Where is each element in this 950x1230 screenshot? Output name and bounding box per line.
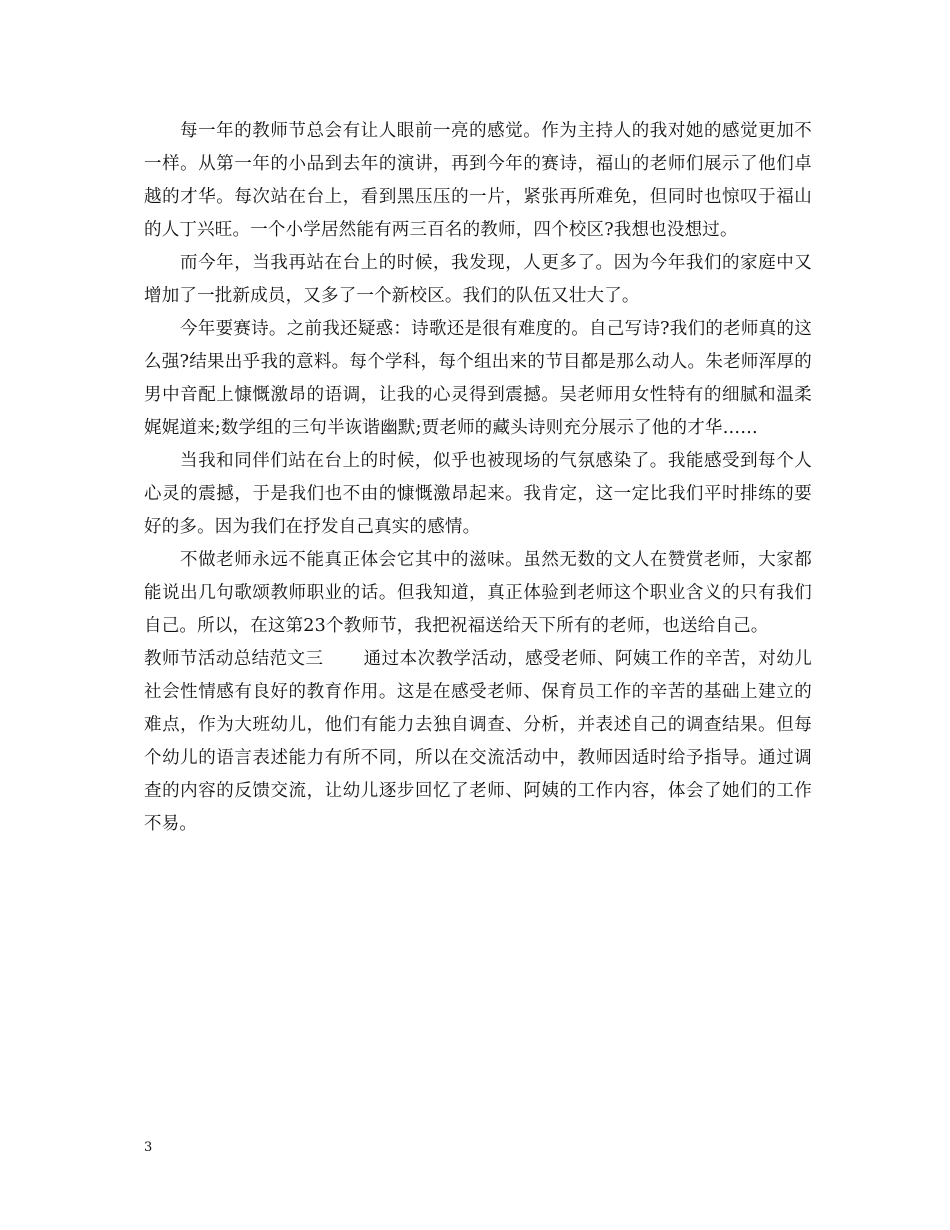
document-body: [144, 115, 812, 841]
section-text: 通过本次教学活动，感受老师、阿姨工作的辛苦，对幼儿社会性情感有良好的教育作用。这是在感受老师、保育员工作的辛苦的基础上建立的难点，作为大班幼儿，他们有能力去独自调查、分析，并表述自己的调查结果。但每个幼儿的语言表述能力有所不同，所以在交流活动中，教师因适时给予指导。通过调查的内容的反馈交流，让幼儿逐步回忆了老师、阿姨的工作内容，体会了她们的工作不易。: [144, 649, 813, 834]
paragraph-3: 今年要赛诗。之前我还疑惑：诗歌还是很有难度的。自己写诗?我们的老师真的这么强?结果出乎我的意料。每个学科，每个组出来的节目都是那么动人。朱老师浑厚的男中音配上慷慨激昂的语调，让我的心灵得到震撼。吴老师用女性特有的细腻和温柔娓娓道来;数学组的三句半诙谐幽默;贾老师的藏头诗则充分展示了他的才华……: [144, 319, 812, 438]
section-heading: 教师节活动总结范文三: [144, 649, 324, 669]
paragraph-2: 而今年，当我再站在台上的时候，我发现，人更多了。因为今年我们的家庭中又增加了一批新成员，又多了一个新校区。我们的队伍又壮大了。: [144, 253, 812, 306]
paragraph-1: 每一年的教师节总会有让人眼前一亮的感觉。作为主持人的我对她的感觉更加不一样。从第一年的小品到去年的演讲，再到今年的赛诗，福山的老师们展示了他们卓越的才华。每次站在台上，看到黑压压的一片，紧张再所难免，但同时也惊叹于福山的人丁兴旺。一个小学居然能有两三百名的教师，四个校区?我想也没想过。: [144, 121, 812, 240]
paragraph-5: 不做老师永远不能真正体会它其中的滋味。虽然无数的文人在赞赏老师，大家都能说出几句歌颂教师职业的话。但我知道，真正体验到老师这个职业含义的只有我们自己。所以，在这第23个教师节，我把祝福送给天下所有的老师，也送给自己。: [144, 550, 812, 636]
section-paragraph: [144, 643, 812, 841]
page-number: 3: [144, 1140, 153, 1155]
paragraph-4: 当我和同伴们站在台上的时候，似乎也被现场的气氛感染了。我能感受到每个人心灵的震撼，于是我们也不由的慷慨激昂起来。我肯定，这一定比我们平时排练的要好的多。因为我们在抒发自己真实的感情。: [144, 451, 812, 537]
